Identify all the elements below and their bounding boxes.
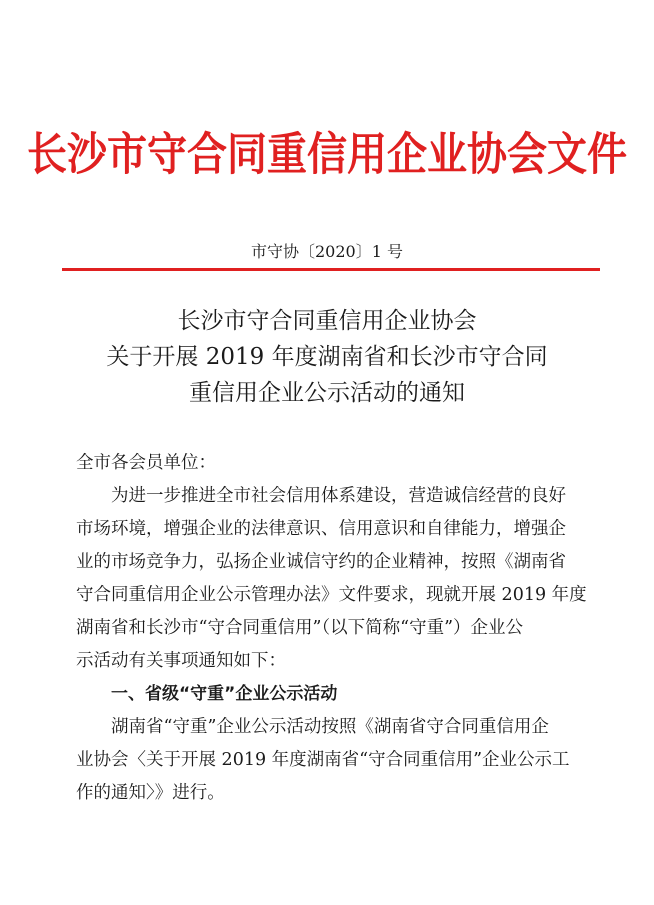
paragraph-line: 示活动有关事项通知如下： — [76, 651, 286, 671]
document-number: 市守协〔2020〕1 号 — [251, 242, 403, 261]
paragraph-line: 业的市场竞争力，弘扬企业诚信守约的企业精神，按照《湖南省 — [76, 552, 566, 572]
provincial-paragraph — [76, 711, 596, 810]
paragraph-line: 为进一步推进全市社会信用体系建设，营造诚信经营的良好 — [111, 486, 566, 506]
red-divider-rule — [62, 268, 600, 271]
paragraph-line: 湖南省和长沙市“守合同重信用”（以下简称“守重”）企业公 — [76, 618, 524, 638]
notice-title — [0, 303, 654, 411]
notice-body — [76, 447, 596, 810]
paragraph-line: 作的通知〉》进行。 — [76, 783, 225, 803]
title-line-1: 长沙市守合同重信用企业协会 — [177, 308, 477, 334]
document-masthead: 长沙市守合同重信用企业协会文件 — [27, 129, 627, 181]
paragraph-line: 业协会〈关于开展 2019 年度湖南省“守合同重信用”企业公示工 — [76, 750, 570, 770]
paragraph-line: 湖南省“守重”企业公示活动按照《湖南省守合同重信用企 — [111, 717, 549, 737]
paragraph-line: 市场环境，增强企业的法律意识、信用意识和自律能力，增强企 — [76, 519, 566, 539]
intro-paragraph — [76, 480, 596, 678]
paragraph-line: 守合同重信用企业公示管理办法》文件要求，现就开展 2019 年度 — [76, 585, 587, 605]
salutation: 全市各会员单位： — [76, 453, 216, 473]
title-line-3: 重信用企业公示活动的通知 — [189, 380, 465, 406]
section-heading-provincial: 一、省级“守重”企业公示活动 — [111, 684, 338, 704]
title-line-2: 关于开展 2019 年度湖南省和长沙市守合同 — [106, 344, 548, 370]
